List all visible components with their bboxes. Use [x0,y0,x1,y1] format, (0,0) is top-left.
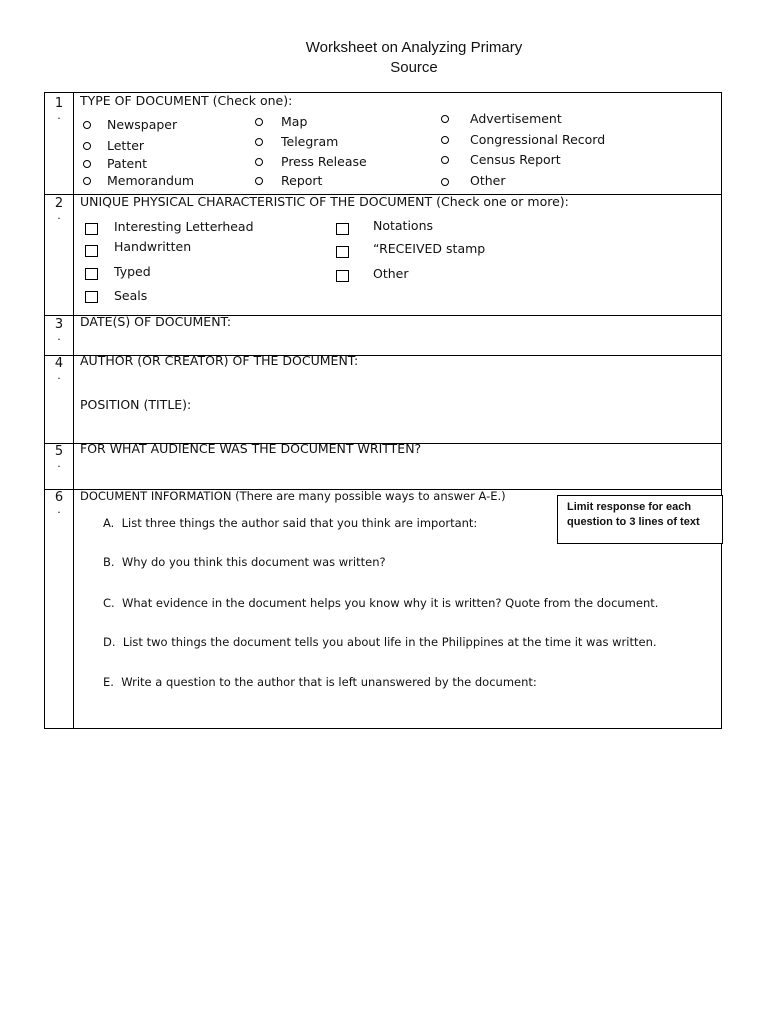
question-c-letter: C. [103,596,115,610]
option-telegram: Telegram [281,134,339,149]
question-e [103,675,537,689]
radio-telegram[interactable] [255,138,263,146]
radio-memorandum[interactable] [83,177,91,185]
radio-letter[interactable] [83,142,91,150]
question-e-letter: E. [103,675,114,689]
response-limit-note [557,495,723,544]
option-congressional-record: Congressional Record [470,132,606,147]
checkbox-received-stamp[interactable] [336,246,349,258]
checkbox-handwritten[interactable] [85,245,98,257]
title-line-2: Source [390,59,438,76]
question-e-text: Write a question to the author that is left unanswered by the document: [121,675,537,689]
row-3-number: 3 . [54,317,64,343]
checkbox-notations[interactable] [336,223,349,235]
question-c-text: What evidence in the document helps you know why it is written? Quote from the document. [122,596,659,610]
option-letter: Letter [107,138,145,153]
option-handwritten: Handwritten [114,239,192,254]
radio-advertisement[interactable] [441,115,449,123]
worksheet-title [0,38,768,78]
checkbox-typed[interactable] [85,268,98,280]
question-d-text: List two things the document tells you about life in the Philippines at the time it was written. [122,635,657,649]
radio-press-release[interactable] [255,158,263,166]
option-seals: Seals [114,288,148,303]
radio-census-report[interactable] [441,156,449,164]
question-b-text: Why do you think this document was written? [121,555,386,569]
option-advertisement: Advertisement [470,111,562,126]
option-press-release: Press Release [281,154,367,169]
row-2-heading: UNIQUE PHYSICAL CHARACTERISTIC OF THE DOCUMENT (Check one or more): [80,194,569,209]
row-4-heading: AUTHOR (OR CREATOR) OF THE DOCUMENT: [80,353,359,368]
option-patent: Patent [107,156,148,171]
option-report: Report [281,173,323,188]
row-4-number: 4 . [54,356,64,382]
option-map: Map [281,114,308,129]
option-newspaper: Newspaper [107,117,178,132]
row-6-number: 6 . [54,490,64,516]
row-1-number: 1 . [54,96,64,122]
option-notations: Notations [373,218,434,233]
question-c [103,596,658,610]
option-received-stamp: “RECEIVED stamp [373,241,486,256]
row-3-heading: DATE(S) OF DOCUMENT: [80,314,232,329]
radio-newspaper[interactable] [83,121,91,129]
option-other-characteristic: Other [373,266,409,281]
row-5-number: 5 . [54,444,64,470]
radio-congressional-record[interactable] [441,136,449,144]
option-memorandum: Memorandum [107,173,195,188]
question-a-letter: A. [103,516,115,530]
worksheet-table [44,92,722,729]
option-other-type: Other [470,173,506,188]
question-a [103,516,477,530]
number-column-divider [73,93,74,728]
option-typed: Typed [114,264,151,279]
row-1-heading: TYPE OF DOCUMENT (Check one): [80,93,293,108]
radio-report[interactable] [255,177,263,185]
radio-patent[interactable] [83,160,91,168]
question-b-letter: B. [103,555,115,569]
note-line-1: Limit response for each [567,501,692,513]
title-line-1: Worksheet on Analyzing Primary [305,39,523,56]
question-d-letter: D. [103,635,116,649]
question-a-text: List three things the author said that you think are important: [121,516,478,530]
note-line-2: question to 3 lines of text [567,516,700,528]
checkbox-seals[interactable] [85,291,98,303]
row-4-subheading: POSITION (TITLE): [80,397,192,412]
option-census-report: Census Report [470,152,561,167]
radio-other-type[interactable] [441,178,449,186]
radio-map[interactable] [255,118,263,126]
row-6-heading: DOCUMENT INFORMATION (There are many possible ways to answer A-E.) [80,489,506,503]
row-5-heading: FOR WHAT AUDIENCE WAS THE DOCUMENT WRITTEN? [80,441,422,456]
checkbox-other-characteristic[interactable] [336,270,349,282]
checkbox-interesting-letterhead[interactable] [85,223,98,235]
row-2-number: 2 . [54,196,64,222]
question-d [103,635,657,649]
question-b [103,555,386,569]
option-interesting-letterhead: Interesting Letterhead [114,219,254,234]
